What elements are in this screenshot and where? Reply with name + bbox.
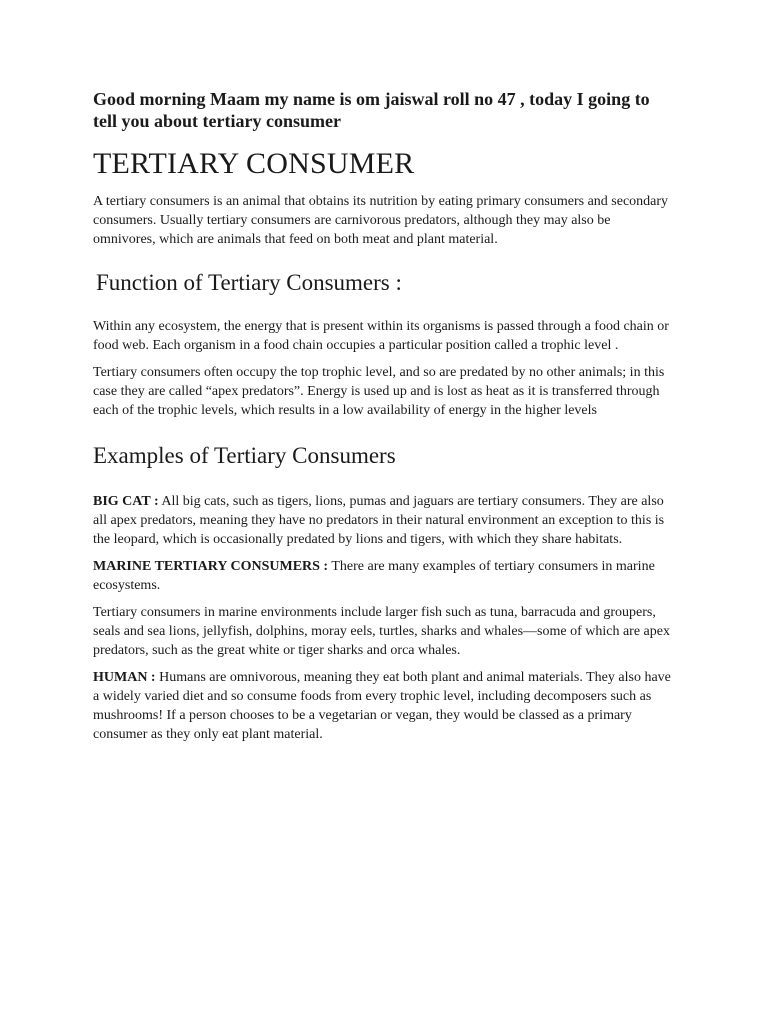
big-cat-paragraph [93,492,673,549]
marine-text: There are many examples of tertiary consumers in marine ecosystems. [93,559,655,593]
examples-heading: Examples of Tertiary Consumers [93,443,396,468]
page-title: TERTIARY CONSUMER [93,147,415,180]
marine-detail-paragraph: Tertiary consumers in marine environments include larger fish such as tuna, barracuda and groupers, seals and sea lions, jellyfish, dolphins, moray eels, turtles, sharks and whales—some of which are apex predators, such as the great white or tiger sharks and orca whales. [93,605,670,658]
function-paragraph-1: Within any ecosystem, the energy that is present within its organisms is passed through a food chain or food web. Each organism in a food chain occupies a particular position called a trophic level . [93,319,669,353]
intro-greeting: Good morning Maam my name is om jaiswal roll no 47 , today I going to tell you about tertiary consumer [93,89,650,131]
human-paragraph [93,668,673,744]
human-label: HUMAN : [93,670,156,685]
big-cat-label: BIG CAT : [93,494,159,509]
definition-paragraph: A tertiary consumers is an animal that obtains its nutrition by eating primary consumers and secondary consumers. Usually tertiary consumers are carnivorous predators, although they may also be omnivores, which are animals that feed on both meat and plant material. [93,194,669,247]
human-text: Humans are omnivorous, meaning they eat both plant and animal materials. They also have a widely varied diet and so consume foods from every trophic level, including decomposers such as mushrooms! If a person chooses to be a vegetarian or vegan, they would be classed as a primary consumer as they only eat plant material. [93,670,671,742]
function-paragraph-2: Tertiary consumers often occupy the top trophic level, and so are predated by no other animals; in this case they are called “apex predators”. Energy is used up and is lost as heat as it is transferred through each of the trophic levels, which results in a low availability of energy in the higher levels [93,365,665,418]
marine-label: MARINE TERTIARY CONSUMERS : [93,559,329,574]
function-heading: Function of Tertiary Consumers : [96,270,402,295]
big-cat-text: All big cats, such as tigers, lions, pumas and jaguars are tertiary consumers. They are also all apex predators, meaning they have no predators in their natural environment an exception to this is the leopard, which is occasionally predated by lions and tigers, with which they share habitats. [93,494,665,547]
marine-paragraph [93,557,673,595]
document-page [93,88,673,744]
